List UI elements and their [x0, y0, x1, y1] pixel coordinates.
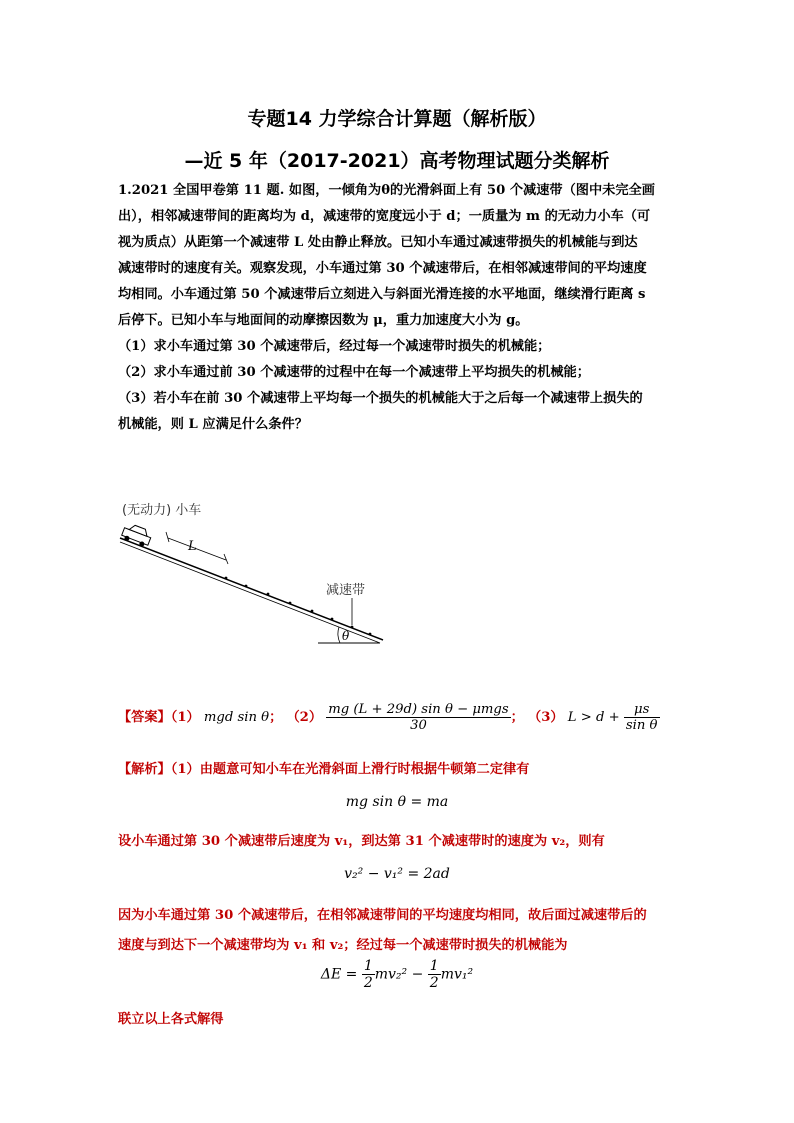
question-line: （1）求小车通过第 30 个减速带后，经过每一个减速带时损失的机械能；	[118, 339, 551, 354]
answer-tag: 【答案】	[118, 710, 171, 725]
answer-line: 【答案】（1） mgd sin θ； （2） $\frac{\text{mg (L + 29d) sin θ − μmgs}}{30}$ ； （3） L > d + $\frac{\mu s}{\text{sin θ}}$	[118, 702, 658, 733]
page-title: 专题14 力学综合计算题（解析版）	[247, 108, 547, 130]
question-line: 视为质点）从距第一个减速带 L 处由静止释放。已知小车通过减速带损失的机械能与到达	[118, 235, 638, 250]
car-label: (无动力) 小车	[122, 503, 202, 518]
analysis-tag: 【解析】	[118, 762, 171, 777]
L-label: L	[188, 539, 197, 554]
question-line: 减速带时的速度有关。观察发现，小车通过第 30 个减速带后，在相邻减速带间的平均速度	[118, 261, 647, 276]
half-fraction: $\frac{1}{2}$	[429, 958, 439, 991]
question-text	[118, 178, 678, 438]
answer-3-lhs: L > d +	[567, 710, 620, 725]
equation-1: mg sin θ = ma	[345, 794, 449, 810]
analysis-line-2: 设小车通过第 30 个减速带后速度为 v₁，到达第 31 个减速带时的速度为 v₂，则有	[118, 834, 605, 849]
question-line: 均相同。小车通过第 50 个减速带后立刻进入与斜面光滑连接的水平地面，继续滑行距离 s	[118, 287, 646, 302]
question-line: 1.2021 全国甲卷第 11 题. 如图，一倾角为θ的光滑斜面上有 50 个减速带（图中未完全画	[118, 183, 655, 198]
incline-figure	[118, 498, 398, 650]
analysis-line-1: 【解析】（1）由题意可知小车在光滑斜面上滑行时根据牛顿第二定律有	[118, 762, 530, 777]
analysis-line-4: 速度与到达下一个减速带均为 v₁ 和 v₂；经过每一个减速带时损失的机械能为	[118, 938, 568, 953]
answer-3-fraction: $\frac{\mu s}{\text{sin θ}}$	[625, 702, 658, 733]
question-line: （3）若小车在前 30 个减速带上平均每一个损失的机械能大于之后每一个减速带上损失的	[118, 391, 643, 406]
page-subtitle: —近 5 年（2017-2021）高考物理试题分类解析	[184, 150, 610, 172]
question-line: 机械能，则 L 应满足什么条件？	[118, 417, 308, 432]
half-fraction: $\frac{1}{2}$	[363, 958, 373, 991]
analysis-line-5: 联立以上各式解得	[118, 1012, 224, 1027]
bump-label: 减速带	[326, 583, 366, 598]
equation-3: ΔE = $\frac{1}{2}$ mv₂² − $\frac{1}{2}$ mv₁²	[320, 958, 474, 991]
angle-label: θ	[342, 629, 350, 643]
question-line: 后停下。已知小车与地面间的动摩擦因数为 μ，重力加速度大小为 g。	[118, 313, 529, 328]
answer-2-fraction: $\frac{\text{mg (L + 29d) sin θ − μmgs}}{30}$	[328, 702, 509, 733]
answer-1: mgd sin θ	[203, 710, 270, 725]
question-line: （2）求小车通过前 30 个减速带的过程中在每一个减速带上平均损失的机械能；	[118, 365, 590, 380]
analysis-line-3: 因为小车通过第 30 个减速带后，在相邻减速带间的平均速度均相同，故后面过减速带后的	[118, 908, 647, 923]
equation-2: v₂² − v₁² = 2ad	[344, 866, 450, 882]
question-line: 出），相邻减速带间的距离均为 d，减速带的宽度远小于 d；一质量为 m 的无动力小车（可	[118, 209, 651, 224]
